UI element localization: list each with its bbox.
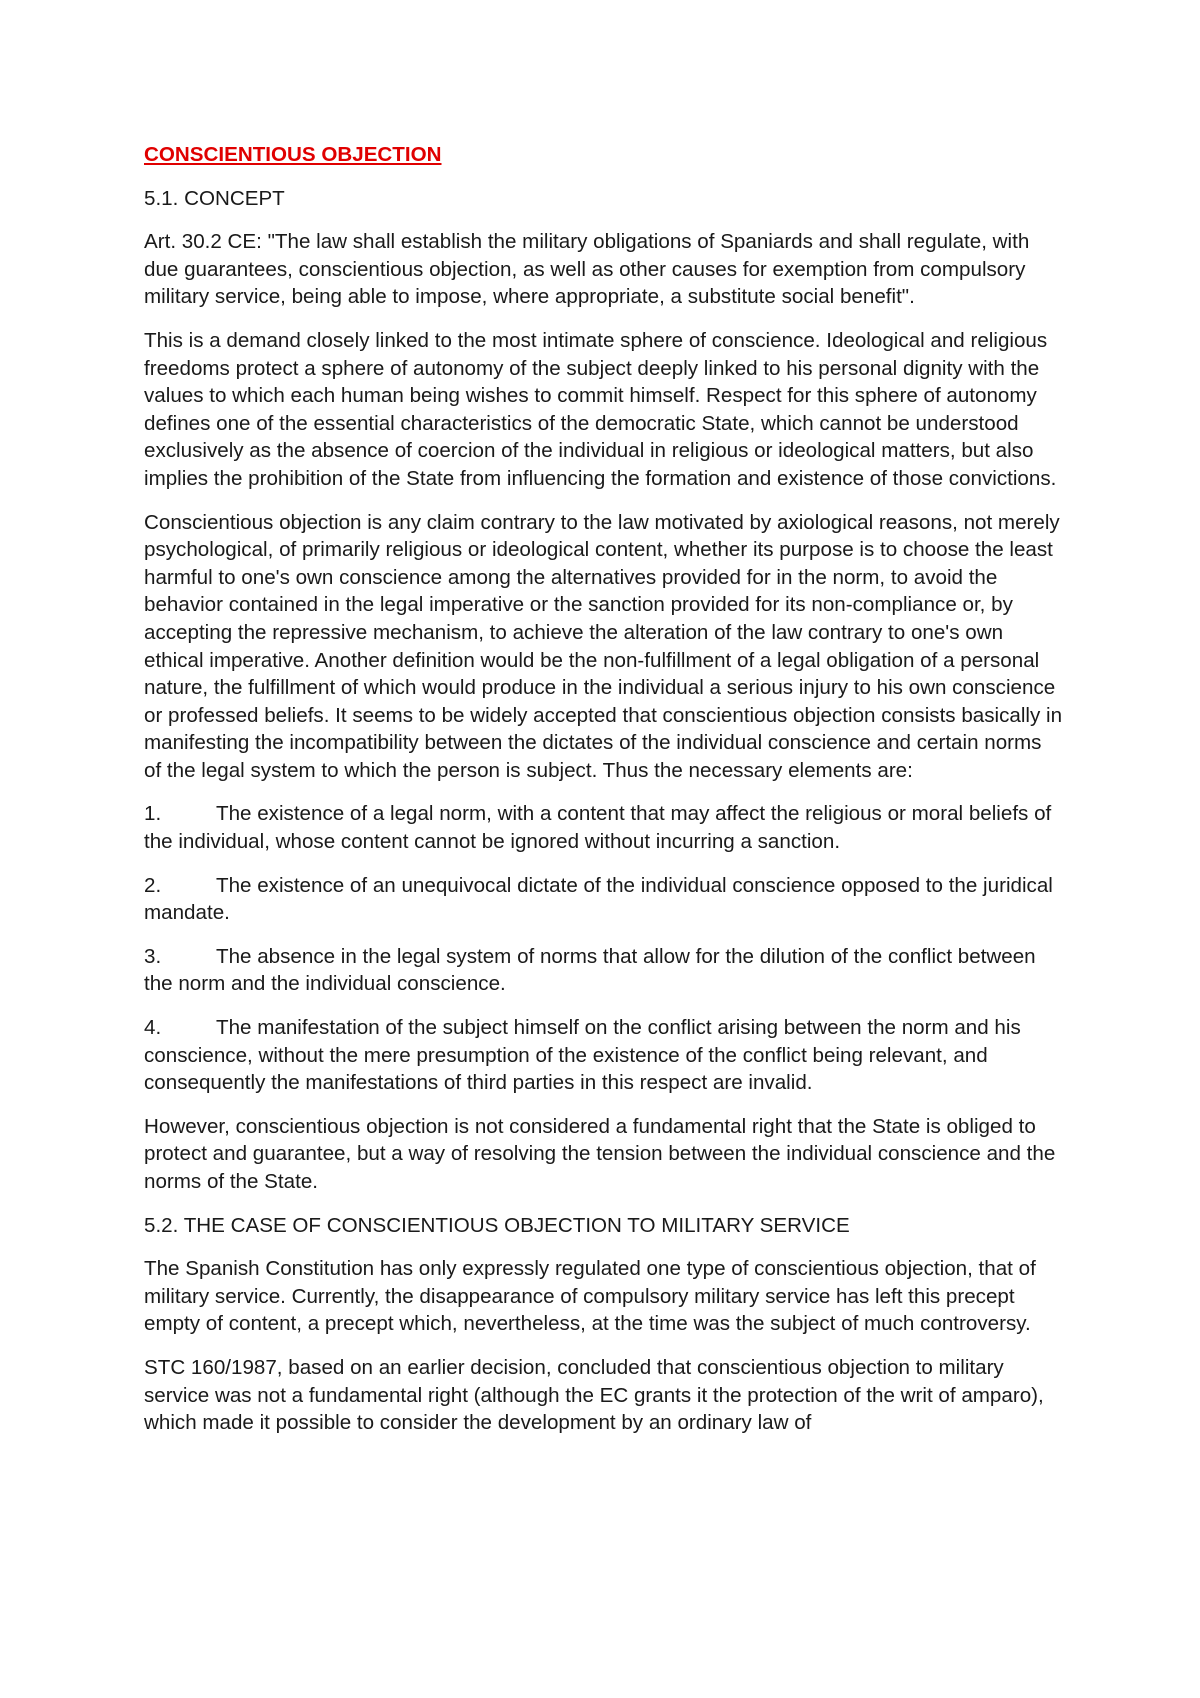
list-number: 4. [144, 1016, 162, 1040]
list-item [144, 1014, 1064, 1097]
list-text: The absence in the legal system of norms that allow for the dilution of the conflict between the norm and the individual conscience. [144, 944, 1036, 996]
section-heading-military-service: 5.2. THE CASE OF CONSCIENTIOUS OBJECTION TO MILITARY SERVICE [144, 1213, 850, 1237]
paragraph-intimate-sphere: This is a demand closely linked to the most intimate sphere of conscience. Ideological and religious freedoms protect a sphere of autonomy of the subject deeply linked to his personal dignity with the values to which each human being wishes to commit himself. Respect for this sphere of autonomy defines one of the essential characteristics of the democratic State, which cannot be understood exclusively as the absence of coercion of the individual in religious or ideological matters, but also implies the prohibition of the State from influencing the formation and existence of those convictions. [144, 328, 1057, 490]
list-item [144, 872, 1064, 927]
list-item [144, 943, 1064, 998]
list-text: The manifestation of the subject himself on the conflict arising between the norm and his conscience, without the mere presumption of the existence of the conflict being relevant, and consequently the manifestations of third parties in this respect are invalid. [144, 1016, 1021, 1095]
document-body [144, 141, 1064, 1453]
paragraph-not-fundamental-right: However, conscientious objection is not considered a fundamental right that the State is obliged to protect and guarantee, but a way of resolving the tension between the individual conscience and the norms of the State. [144, 1114, 1056, 1193]
list-number: 1. [144, 802, 162, 826]
paragraph-definition: Conscientious objection is any claim contrary to the law motivated by axiological reasons, not merely psychological, of primarily religious or ideological content, whether its purpose is to choose the least harmful to one's own conscience among the alternatives provided for in the norm, to avoid the behavior contained in the legal imperative or the sanction provided for its non-compliance or, by accepting the repressive mechanism, to achieve the alteration of the law contrary to one's own ethical imperative. Another definition would be the non-fulfillment of a legal obligation of a personal nature, the fulfillment of which would produce in the individual a serious injury to his own conscience or professed beliefs. It seems to be widely accepted that conscientious objection consists basically in manifesting the incompatibility between the dictates of the individual conscience and certain norms of the legal system to which the person is subject. Thus the necessary elements are: [144, 510, 1063, 782]
list-text: The existence of a legal norm, with a content that may affect the religious or moral beliefs of the individual, whose content cannot be ignored without incurring a sanction. [144, 802, 1052, 854]
paragraph-article-quote: Art. 30.2 CE: "The law shall establish the military obligations of Spaniards and shall regulate, with due guarantees, conscientious objection, as well as other causes for exemption from compulsory military service, being able to impose, where appropriate, a substitute social benefit". [144, 230, 1030, 309]
document-title: CONSCIENTIOUS OBJECTION [144, 143, 442, 166]
section-heading-concept: 5.1. CONCEPT [144, 186, 285, 210]
list-item [144, 800, 1064, 855]
list-text: The existence of an unequivocal dictate of the individual conscience opposed to the juridical mandate. [144, 873, 1053, 925]
list-number: 3. [144, 944, 162, 968]
paragraph-spanish-constitution: The Spanish Constitution has only expressly regulated one type of conscientious objection, that of military service. Currently, the disappearance of compulsory military service has left this precept empty of content, a precept which, nevertheless, at the time was the subject of much controversy. [144, 1257, 1036, 1336]
paragraph-stc-160-1987: STC 160/1987, based on an earlier decision, concluded that conscientious objection to military service was not a fundamental right (although the EC grants it the protection of the writ of amparo), which made it possible to consider the development by an ordinary law of [144, 1355, 1044, 1435]
list-number: 2. [144, 873, 162, 897]
